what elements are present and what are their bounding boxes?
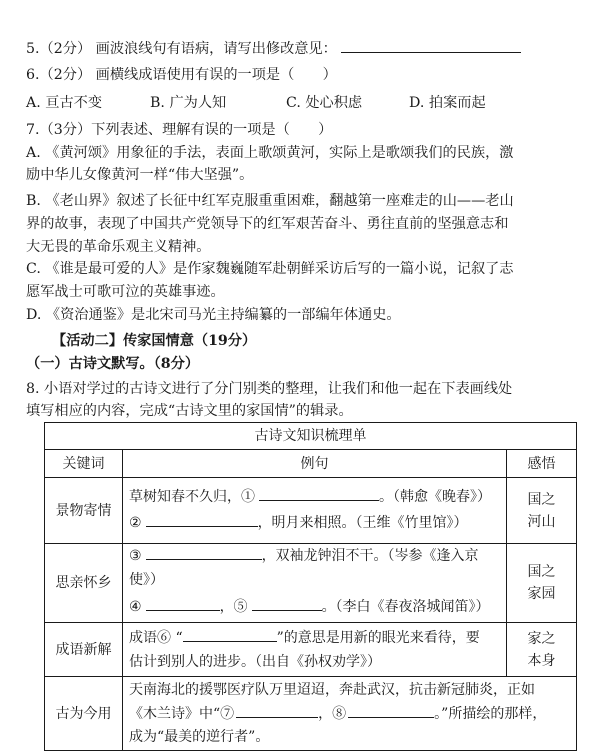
row4-line2-start: 《木兰诗》中“⑦ (129, 705, 235, 722)
q7-option-b-line2: 界的故事，表现了中国共产党领导下的红军艰苦奋斗、勇往直前的坚强意志和 (26, 216, 509, 232)
q7-option-a-line2: 励中华儿女像黄河一样“伟大坚强”。 (26, 167, 254, 183)
row3-feeling (507, 623, 577, 677)
row3-line2: 估计到别人的进步。（出自《孙权劝学》） (129, 653, 381, 670)
blank-6[interactable] (183, 627, 277, 642)
activity-two-title: 【活动二】传家国情意（19分） (52, 333, 257, 349)
table-title: 古诗文知识梳理单 (45, 423, 577, 450)
row1-feeling (507, 478, 577, 544)
row1-line1-start: 草树知春不久归，① (129, 488, 255, 505)
row2-example (123, 544, 507, 623)
q6-option-b[interactable]: B. 广为人知 (150, 95, 227, 111)
row4-keyword: 古为今用 (45, 677, 123, 751)
blank-5[interactable] (252, 596, 322, 611)
row2-feeling (507, 544, 577, 623)
row2-feeling-line1: 国之 (527, 564, 556, 580)
row2-feeling-line2: 家园 (527, 586, 556, 602)
row3-example (123, 623, 507, 677)
q5-answer-blank[interactable] (341, 37, 521, 53)
row1-example (123, 478, 507, 544)
section-poetry-dictation: （一）古诗文默写。（8分） (26, 356, 200, 372)
row4-line3: 成为“最美的逆行者”。 (129, 728, 270, 745)
row3-feeling-line2: 本身 (527, 652, 556, 669)
question-6-stem: 6.（2分） 画横线成语使用有误的一项是（ ） (26, 67, 337, 83)
row2-line2-end: 。（李白《春夜洛城闻笛》） (321, 599, 490, 615)
row2-line2-start: ④ (129, 599, 142, 615)
q6-option-c[interactable]: C. 处心积虑 (286, 95, 363, 111)
row2-line1-start: ③ (129, 548, 142, 564)
header-keyword: 关键词 (45, 450, 123, 478)
q6-option-d[interactable]: D. 拍案而起 (409, 95, 486, 111)
table-row (45, 677, 577, 751)
q7-option-a-line1[interactable]: A. 《黄河颂》用象征的手法，表面上歌颂黄河，实际上是歌颂我们的民族，激 (26, 145, 514, 161)
row2-line2-mid: ，⑤ (219, 599, 248, 615)
blank-8[interactable] (348, 703, 434, 718)
blank-2[interactable] (146, 512, 258, 527)
header-feeling: 感悟 (507, 450, 577, 478)
question-8-line2: 填写相应的内容，完成“古诗文里的家国情”的辑录。 (26, 403, 353, 419)
row2-keyword: 思亲怀乡 (45, 544, 123, 623)
q5-text: 5.（2分） 画波浪线句有语病，请写出修改意见： (26, 41, 337, 57)
header-example: 例句 (123, 450, 507, 478)
row1-feeling-line2: 河山 (527, 513, 556, 530)
q7-option-c-line1[interactable]: C. 《谁是最可爱的人》是作家魏巍随军赴朝鲜采访后写的一篇小说，记叙了志 (26, 261, 514, 277)
table-row (45, 623, 577, 677)
row3-keyword: 成语新解 (45, 623, 123, 677)
blank-4[interactable] (146, 596, 220, 611)
row1-line2-end: ，明月来相照。（王维《竹里馆》） (257, 514, 468, 531)
row2-line1-end: ，双袖龙钟泪不干。（岑参《逢入京使》） (129, 548, 479, 588)
q7-option-c-line2: 愿军战士可歌可泣的英雄事迹。 (26, 284, 225, 300)
q7-option-b-line3: 大无畏的革命乐观主义精神。 (26, 239, 211, 255)
row3-line1-start: 成语⑥ “ (129, 629, 183, 646)
row3-line1-end: ”的意思是用新的眼光来看待，要 (276, 629, 480, 646)
question-5 (26, 37, 521, 60)
row1-feeling-line1: 国之 (527, 491, 556, 508)
q7-option-d[interactable]: D. 《资治通鉴》是北宋司马光主持编纂的一部编年体通史。 (26, 307, 401, 323)
q7-option-b-line1[interactable]: B. 《老山界》叙述了长征中红军克服重重困难，翻越第一座难走的山——老山 (26, 193, 514, 209)
poetry-knowledge-table (44, 422, 577, 751)
row4-line1: 天南海北的援鄂医疗队万里迢迢，奔赴武汉，抗击新冠肺炎，正如 (129, 681, 535, 698)
blank-1[interactable] (259, 486, 379, 501)
row4-line2-end: 。”所描绘的那样， (434, 705, 547, 722)
row1-line2-start: ② (129, 514, 142, 531)
row1-line1-end: 。（韩愈《晚春》） (379, 488, 491, 505)
row1-keyword: 景物寄情 (45, 478, 123, 544)
blank-3[interactable] (146, 545, 262, 560)
row4-line2-mid: ，⑧ (318, 705, 347, 722)
question-7-stem: 7.（3分）下列表述、理解有误的一项是（ ） (26, 122, 333, 138)
question-8-line1: 8. 小语对学过的古诗文进行了分门别类的整理，让我们和他一起在下表画线处 (26, 381, 513, 397)
row3-feeling-line1: 家之 (527, 630, 556, 647)
table-row (45, 544, 577, 623)
table-row (45, 478, 577, 544)
question-6-options (26, 92, 486, 114)
row4-example (123, 677, 577, 751)
blank-7[interactable] (236, 703, 318, 718)
q6-option-a[interactable]: A. 亘古不变 (26, 95, 103, 111)
